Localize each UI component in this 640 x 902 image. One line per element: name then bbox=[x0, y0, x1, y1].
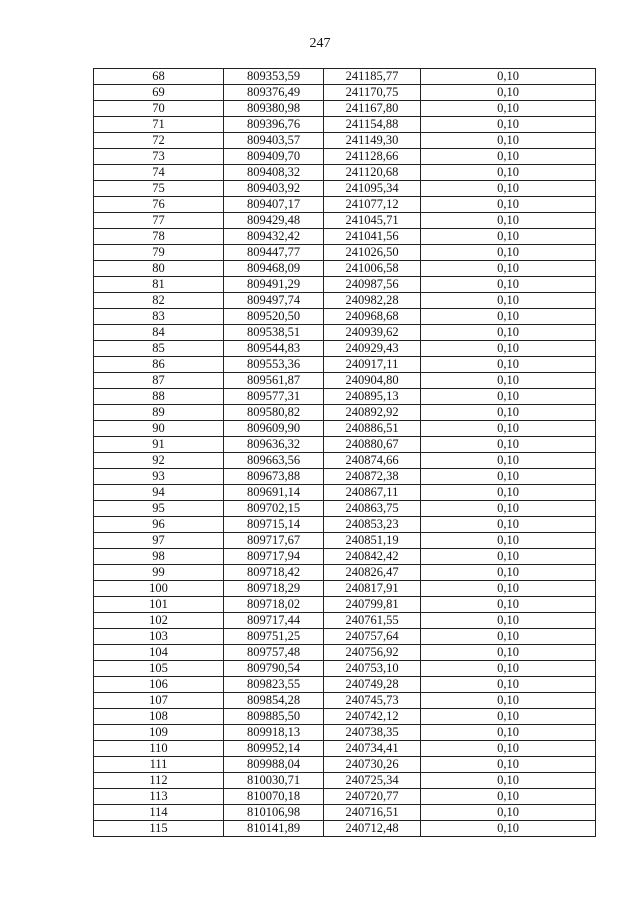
x-coordinate-cell: 809403,92 bbox=[224, 181, 324, 197]
table-row bbox=[94, 101, 596, 117]
accuracy-cell: 0,10 bbox=[421, 517, 596, 533]
y-coordinate-cell: 240892,92 bbox=[324, 405, 421, 421]
x-coordinate-cell: 809673,88 bbox=[224, 469, 324, 485]
point-number-cell: 91 bbox=[94, 437, 224, 453]
y-coordinate-cell: 240851,19 bbox=[324, 533, 421, 549]
point-number-cell: 73 bbox=[94, 149, 224, 165]
table-row bbox=[94, 309, 596, 325]
table-row bbox=[94, 133, 596, 149]
point-number-cell: 102 bbox=[94, 613, 224, 629]
point-number-cell: 71 bbox=[94, 117, 224, 133]
table-row bbox=[94, 405, 596, 421]
x-coordinate-cell: 809636,32 bbox=[224, 437, 324, 453]
point-number-cell: 100 bbox=[94, 581, 224, 597]
accuracy-cell: 0,10 bbox=[421, 693, 596, 709]
point-number-cell: 78 bbox=[94, 229, 224, 245]
x-coordinate-cell: 809717,44 bbox=[224, 613, 324, 629]
x-coordinate-cell: 809718,29 bbox=[224, 581, 324, 597]
point-number-cell: 106 bbox=[94, 677, 224, 693]
table-row bbox=[94, 645, 596, 661]
y-coordinate-cell: 240982,28 bbox=[324, 293, 421, 309]
accuracy-cell: 0,10 bbox=[421, 661, 596, 677]
table-row bbox=[94, 485, 596, 501]
table-row bbox=[94, 613, 596, 629]
y-coordinate-cell: 241006,58 bbox=[324, 261, 421, 277]
point-number-cell: 85 bbox=[94, 341, 224, 357]
point-number-cell: 96 bbox=[94, 517, 224, 533]
table-row bbox=[94, 453, 596, 469]
y-coordinate-cell: 240939,62 bbox=[324, 325, 421, 341]
x-coordinate-cell: 809854,28 bbox=[224, 693, 324, 709]
point-number-cell: 84 bbox=[94, 325, 224, 341]
y-coordinate-cell: 240826,47 bbox=[324, 565, 421, 581]
point-number-cell: 74 bbox=[94, 165, 224, 181]
y-coordinate-cell: 240904,80 bbox=[324, 373, 421, 389]
table-row bbox=[94, 277, 596, 293]
table-row bbox=[94, 741, 596, 757]
accuracy-cell: 0,10 bbox=[421, 645, 596, 661]
x-coordinate-cell: 809468,09 bbox=[224, 261, 324, 277]
y-coordinate-cell: 240863,75 bbox=[324, 501, 421, 517]
coordinates-table-container bbox=[93, 68, 596, 837]
point-number-cell: 97 bbox=[94, 533, 224, 549]
accuracy-cell: 0,10 bbox=[421, 325, 596, 341]
y-coordinate-cell: 240968,68 bbox=[324, 309, 421, 325]
x-coordinate-cell: 809538,51 bbox=[224, 325, 324, 341]
accuracy-cell: 0,10 bbox=[421, 501, 596, 517]
x-coordinate-cell: 809408,32 bbox=[224, 165, 324, 181]
point-number-cell: 69 bbox=[94, 85, 224, 101]
x-coordinate-cell: 809718,02 bbox=[224, 597, 324, 613]
y-coordinate-cell: 240738,35 bbox=[324, 725, 421, 741]
table-row bbox=[94, 773, 596, 789]
y-coordinate-cell: 240745,73 bbox=[324, 693, 421, 709]
accuracy-cell: 0,10 bbox=[421, 805, 596, 821]
point-number-cell: 70 bbox=[94, 101, 224, 117]
accuracy-cell: 0,10 bbox=[421, 677, 596, 693]
table-row bbox=[94, 357, 596, 373]
x-coordinate-cell: 809432,42 bbox=[224, 229, 324, 245]
y-coordinate-cell: 240734,41 bbox=[324, 741, 421, 757]
accuracy-cell: 0,10 bbox=[421, 101, 596, 117]
accuracy-cell: 0,10 bbox=[421, 485, 596, 501]
point-number-cell: 72 bbox=[94, 133, 224, 149]
point-number-cell: 113 bbox=[94, 789, 224, 805]
y-coordinate-cell: 240872,38 bbox=[324, 469, 421, 485]
table-row bbox=[94, 373, 596, 389]
y-coordinate-cell: 241041,56 bbox=[324, 229, 421, 245]
y-coordinate-cell: 241095,34 bbox=[324, 181, 421, 197]
table-row bbox=[94, 197, 596, 213]
accuracy-cell: 0,10 bbox=[421, 437, 596, 453]
y-coordinate-cell: 240799,81 bbox=[324, 597, 421, 613]
point-number-cell: 76 bbox=[94, 197, 224, 213]
x-coordinate-cell: 809885,50 bbox=[224, 709, 324, 725]
y-coordinate-cell: 241026,50 bbox=[324, 245, 421, 261]
table-row bbox=[94, 629, 596, 645]
y-coordinate-cell: 240895,13 bbox=[324, 389, 421, 405]
point-number-cell: 88 bbox=[94, 389, 224, 405]
point-number-cell: 79 bbox=[94, 245, 224, 261]
point-number-cell: 89 bbox=[94, 405, 224, 421]
y-coordinate-cell: 240720,77 bbox=[324, 789, 421, 805]
x-coordinate-cell: 809376,49 bbox=[224, 85, 324, 101]
table-row bbox=[94, 789, 596, 805]
point-number-cell: 94 bbox=[94, 485, 224, 501]
x-coordinate-cell: 809918,13 bbox=[224, 725, 324, 741]
point-number-cell: 82 bbox=[94, 293, 224, 309]
y-coordinate-cell: 241170,75 bbox=[324, 85, 421, 101]
table-row bbox=[94, 533, 596, 549]
table-row bbox=[94, 229, 596, 245]
x-coordinate-cell: 810030,71 bbox=[224, 773, 324, 789]
table-row bbox=[94, 437, 596, 453]
accuracy-cell: 0,10 bbox=[421, 117, 596, 133]
y-coordinate-cell: 241045,71 bbox=[324, 213, 421, 229]
y-coordinate-cell: 240742,12 bbox=[324, 709, 421, 725]
point-number-cell: 105 bbox=[94, 661, 224, 677]
accuracy-cell: 0,10 bbox=[421, 85, 596, 101]
accuracy-cell: 0,10 bbox=[421, 597, 596, 613]
accuracy-cell: 0,10 bbox=[421, 165, 596, 181]
accuracy-cell: 0,10 bbox=[421, 629, 596, 645]
accuracy-cell: 0,10 bbox=[421, 133, 596, 149]
x-coordinate-cell: 809790,54 bbox=[224, 661, 324, 677]
y-coordinate-cell: 240757,64 bbox=[324, 629, 421, 645]
y-coordinate-cell: 240880,67 bbox=[324, 437, 421, 453]
x-coordinate-cell: 809544,83 bbox=[224, 341, 324, 357]
table-row bbox=[94, 677, 596, 693]
point-number-cell: 108 bbox=[94, 709, 224, 725]
table-row bbox=[94, 389, 596, 405]
point-number-cell: 109 bbox=[94, 725, 224, 741]
table-row bbox=[94, 69, 596, 85]
table-row bbox=[94, 245, 596, 261]
x-coordinate-cell: 809409,70 bbox=[224, 149, 324, 165]
table-row bbox=[94, 565, 596, 581]
table-row bbox=[94, 661, 596, 677]
x-coordinate-cell: 809520,50 bbox=[224, 309, 324, 325]
y-coordinate-cell: 240987,56 bbox=[324, 277, 421, 293]
table-row bbox=[94, 709, 596, 725]
table-row bbox=[94, 469, 596, 485]
accuracy-cell: 0,10 bbox=[421, 213, 596, 229]
accuracy-cell: 0,10 bbox=[421, 741, 596, 757]
table-row bbox=[94, 501, 596, 517]
x-coordinate-cell: 809429,48 bbox=[224, 213, 324, 229]
table-row bbox=[94, 149, 596, 165]
table-row bbox=[94, 341, 596, 357]
point-number-cell: 87 bbox=[94, 373, 224, 389]
point-number-cell: 107 bbox=[94, 693, 224, 709]
table-row bbox=[94, 213, 596, 229]
x-coordinate-cell: 809751,25 bbox=[224, 629, 324, 645]
point-number-cell: 80 bbox=[94, 261, 224, 277]
table-row bbox=[94, 725, 596, 741]
point-number-cell: 101 bbox=[94, 597, 224, 613]
accuracy-cell: 0,10 bbox=[421, 181, 596, 197]
table-row bbox=[94, 693, 596, 709]
y-coordinate-cell: 240867,11 bbox=[324, 485, 421, 501]
y-coordinate-cell: 240756,92 bbox=[324, 645, 421, 661]
accuracy-cell: 0,10 bbox=[421, 549, 596, 565]
accuracy-cell: 0,10 bbox=[421, 725, 596, 741]
accuracy-cell: 0,10 bbox=[421, 773, 596, 789]
x-coordinate-cell: 810070,18 bbox=[224, 789, 324, 805]
x-coordinate-cell: 809353,59 bbox=[224, 69, 324, 85]
point-number-cell: 90 bbox=[94, 421, 224, 437]
table-row bbox=[94, 597, 596, 613]
x-coordinate-cell: 810106,98 bbox=[224, 805, 324, 821]
x-coordinate-cell: 809491,29 bbox=[224, 277, 324, 293]
table-row bbox=[94, 821, 596, 837]
point-number-cell: 77 bbox=[94, 213, 224, 229]
table-row bbox=[94, 549, 596, 565]
accuracy-cell: 0,10 bbox=[421, 405, 596, 421]
accuracy-cell: 0,10 bbox=[421, 389, 596, 405]
y-coordinate-cell: 240874,66 bbox=[324, 453, 421, 469]
x-coordinate-cell: 809717,94 bbox=[224, 549, 324, 565]
y-coordinate-cell: 240753,10 bbox=[324, 661, 421, 677]
point-number-cell: 95 bbox=[94, 501, 224, 517]
accuracy-cell: 0,10 bbox=[421, 757, 596, 773]
y-coordinate-cell: 241128,66 bbox=[324, 149, 421, 165]
table-row bbox=[94, 85, 596, 101]
accuracy-cell: 0,10 bbox=[421, 613, 596, 629]
x-coordinate-cell: 810141,89 bbox=[224, 821, 324, 837]
accuracy-cell: 0,10 bbox=[421, 581, 596, 597]
x-coordinate-cell: 809447,77 bbox=[224, 245, 324, 261]
x-coordinate-cell: 809715,14 bbox=[224, 517, 324, 533]
table-row bbox=[94, 181, 596, 197]
x-coordinate-cell: 809757,48 bbox=[224, 645, 324, 661]
table-row bbox=[94, 517, 596, 533]
coordinates-table bbox=[93, 68, 596, 837]
accuracy-cell: 0,10 bbox=[421, 245, 596, 261]
accuracy-cell: 0,10 bbox=[421, 789, 596, 805]
x-coordinate-cell: 809718,42 bbox=[224, 565, 324, 581]
y-coordinate-cell: 240761,55 bbox=[324, 613, 421, 629]
x-coordinate-cell: 809663,56 bbox=[224, 453, 324, 469]
x-coordinate-cell: 809497,74 bbox=[224, 293, 324, 309]
x-coordinate-cell: 809396,76 bbox=[224, 117, 324, 133]
y-coordinate-cell: 240730,26 bbox=[324, 757, 421, 773]
table-row bbox=[94, 293, 596, 309]
point-number-cell: 110 bbox=[94, 741, 224, 757]
y-coordinate-cell: 241077,12 bbox=[324, 197, 421, 213]
x-coordinate-cell: 809403,57 bbox=[224, 133, 324, 149]
x-coordinate-cell: 809702,15 bbox=[224, 501, 324, 517]
y-coordinate-cell: 240749,28 bbox=[324, 677, 421, 693]
table-row bbox=[94, 805, 596, 821]
coordinates-table-body bbox=[94, 69, 596, 837]
y-coordinate-cell: 240712,48 bbox=[324, 821, 421, 837]
y-coordinate-cell: 240842,42 bbox=[324, 549, 421, 565]
accuracy-cell: 0,10 bbox=[421, 453, 596, 469]
accuracy-cell: 0,10 bbox=[421, 149, 596, 165]
x-coordinate-cell: 809952,14 bbox=[224, 741, 324, 757]
point-number-cell: 104 bbox=[94, 645, 224, 661]
y-coordinate-cell: 241185,77 bbox=[324, 69, 421, 85]
y-coordinate-cell: 240817,91 bbox=[324, 581, 421, 597]
table-row bbox=[94, 581, 596, 597]
point-number-cell: 93 bbox=[94, 469, 224, 485]
table-row bbox=[94, 165, 596, 181]
y-coordinate-cell: 240917,11 bbox=[324, 357, 421, 373]
accuracy-cell: 0,10 bbox=[421, 277, 596, 293]
table-row bbox=[94, 421, 596, 437]
accuracy-cell: 0,10 bbox=[421, 69, 596, 85]
accuracy-cell: 0,10 bbox=[421, 309, 596, 325]
accuracy-cell: 0,10 bbox=[421, 197, 596, 213]
accuracy-cell: 0,10 bbox=[421, 357, 596, 373]
point-number-cell: 112 bbox=[94, 773, 224, 789]
point-number-cell: 75 bbox=[94, 181, 224, 197]
table-row bbox=[94, 325, 596, 341]
table-row bbox=[94, 117, 596, 133]
table-row bbox=[94, 757, 596, 773]
point-number-cell: 86 bbox=[94, 357, 224, 373]
point-number-cell: 103 bbox=[94, 629, 224, 645]
x-coordinate-cell: 809580,82 bbox=[224, 405, 324, 421]
point-number-cell: 115 bbox=[94, 821, 224, 837]
point-number-cell: 111 bbox=[94, 757, 224, 773]
accuracy-cell: 0,10 bbox=[421, 341, 596, 357]
x-coordinate-cell: 809380,98 bbox=[224, 101, 324, 117]
point-number-cell: 68 bbox=[94, 69, 224, 85]
x-coordinate-cell: 809988,04 bbox=[224, 757, 324, 773]
point-number-cell: 99 bbox=[94, 565, 224, 581]
accuracy-cell: 0,10 bbox=[421, 533, 596, 549]
x-coordinate-cell: 809717,67 bbox=[224, 533, 324, 549]
y-coordinate-cell: 240853,23 bbox=[324, 517, 421, 533]
accuracy-cell: 0,10 bbox=[421, 469, 596, 485]
y-coordinate-cell: 241167,80 bbox=[324, 101, 421, 117]
y-coordinate-cell: 241149,30 bbox=[324, 133, 421, 149]
accuracy-cell: 0,10 bbox=[421, 821, 596, 837]
accuracy-cell: 0,10 bbox=[421, 565, 596, 581]
page-number: 247 bbox=[309, 36, 331, 51]
point-number-cell: 92 bbox=[94, 453, 224, 469]
accuracy-cell: 0,10 bbox=[421, 373, 596, 389]
y-coordinate-cell: 240929,43 bbox=[324, 341, 421, 357]
table-row bbox=[94, 261, 596, 277]
y-coordinate-cell: 240716,51 bbox=[324, 805, 421, 821]
point-number-cell: 114 bbox=[94, 805, 224, 821]
point-number-cell: 98 bbox=[94, 549, 224, 565]
accuracy-cell: 0,10 bbox=[421, 709, 596, 725]
point-number-cell: 83 bbox=[94, 309, 224, 325]
accuracy-cell: 0,10 bbox=[421, 293, 596, 309]
point-number-cell: 81 bbox=[94, 277, 224, 293]
x-coordinate-cell: 809823,55 bbox=[224, 677, 324, 693]
y-coordinate-cell: 241154,88 bbox=[324, 117, 421, 133]
accuracy-cell: 0,10 bbox=[421, 421, 596, 437]
y-coordinate-cell: 240886,51 bbox=[324, 421, 421, 437]
y-coordinate-cell: 240725,34 bbox=[324, 773, 421, 789]
accuracy-cell: 0,10 bbox=[421, 229, 596, 245]
x-coordinate-cell: 809577,31 bbox=[224, 389, 324, 405]
x-coordinate-cell: 809407,17 bbox=[224, 197, 324, 213]
x-coordinate-cell: 809609,90 bbox=[224, 421, 324, 437]
accuracy-cell: 0,10 bbox=[421, 261, 596, 277]
y-coordinate-cell: 241120,68 bbox=[324, 165, 421, 181]
x-coordinate-cell: 809561,87 bbox=[224, 373, 324, 389]
x-coordinate-cell: 809691,14 bbox=[224, 485, 324, 501]
x-coordinate-cell: 809553,36 bbox=[224, 357, 324, 373]
